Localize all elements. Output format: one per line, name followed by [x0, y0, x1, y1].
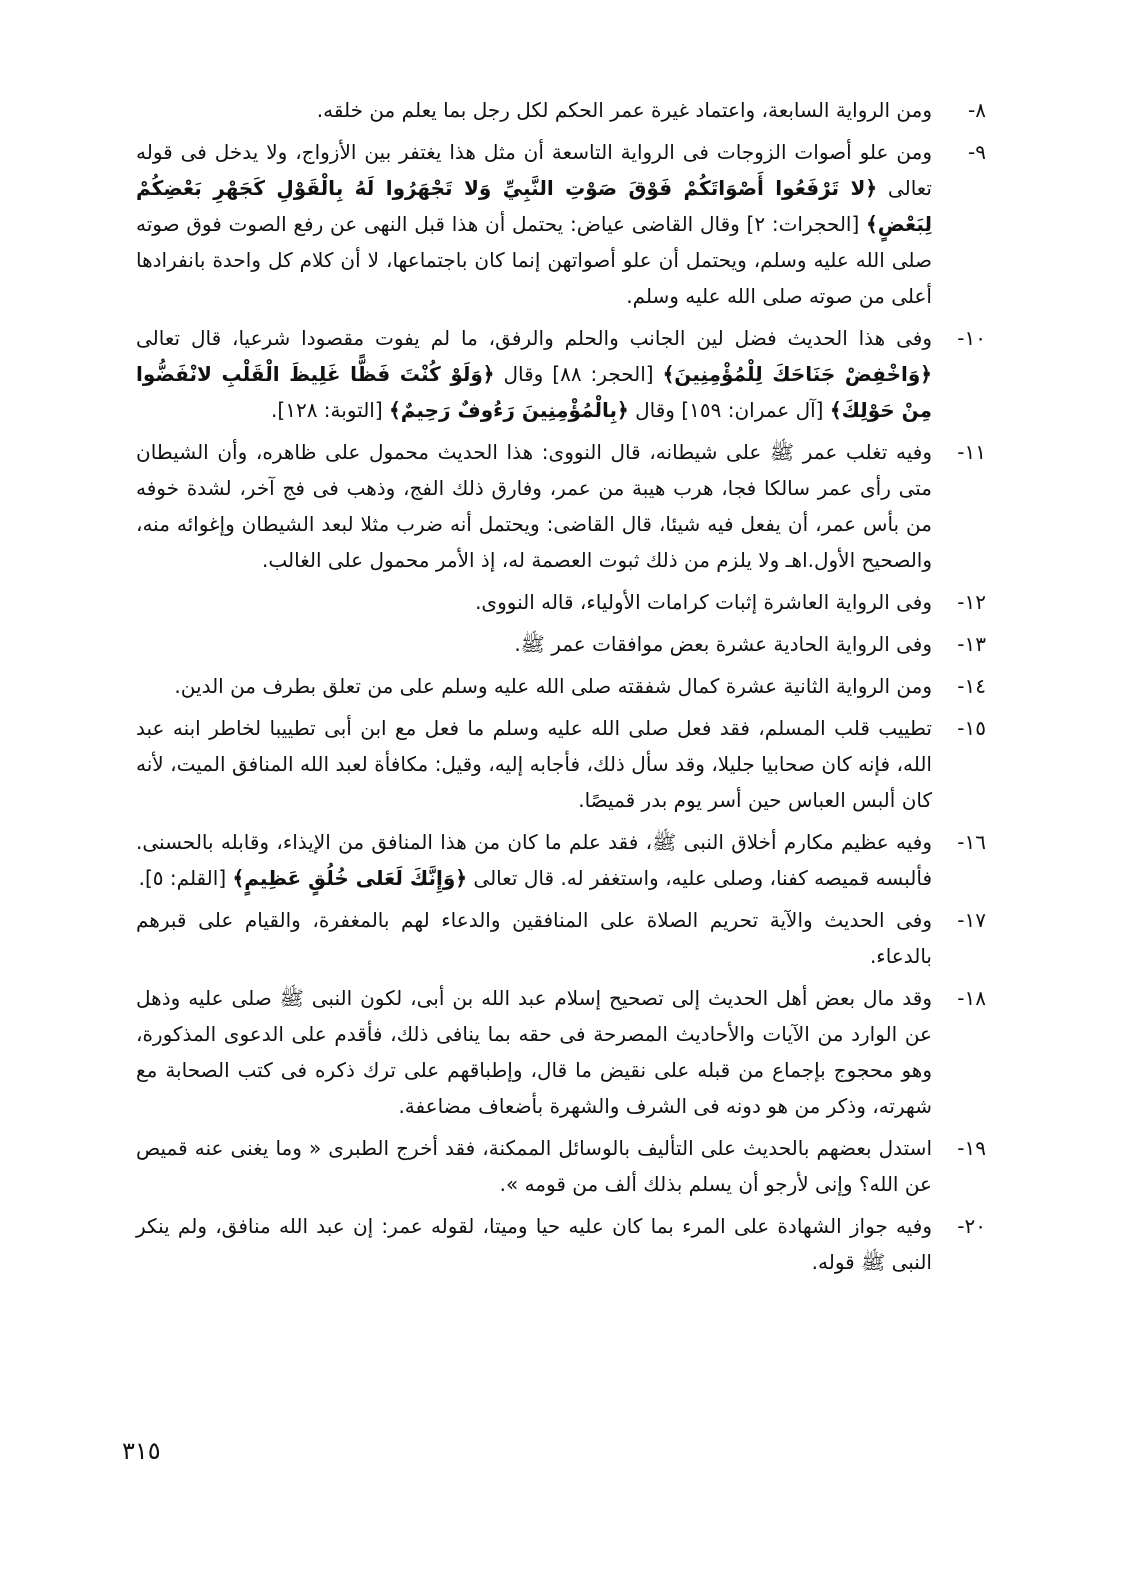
item-number: ١٣- — [957, 632, 986, 656]
item-number: ١٦- — [957, 830, 986, 854]
list-item — [136, 824, 986, 896]
item-number: ١٨- — [957, 986, 986, 1010]
quran-verse: ﴿بِالْمُؤْمِنِينَ رَءُوفٌ رَحِيمٌ﴾ — [389, 398, 629, 422]
list-item — [136, 584, 986, 620]
item-number: ١١- — [957, 440, 986, 464]
item-text: [التوبة: ١٢٨]. — [271, 398, 390, 422]
quran-verse: ﴿وَإِنَّكَ لَعَلى خُلُقٍ عَظِيمٍ﴾ — [232, 866, 468, 890]
list-item — [136, 134, 986, 314]
item-text: وفيه جواز الشهادة على المرء بما كان عليه حيا وميتا، لقوله عمر: إن عبد الله منافق، ولم ينكر النبى ﷺ قوله. — [136, 1214, 932, 1274]
item-number: ١٤- — [957, 674, 986, 698]
item-text: وفى هذا الحديث فضل لين الجانب والحلم والرفق، ما لم يفوت مقصودا شرعيا، قال تعالى — [136, 326, 932, 350]
item-text: وقد مال بعض أهل الحديث إلى تصحيح إسلام عبد الله بن أبى، لكون النبى ﷺ صلى عليه وذهل عن الوارد من الآيات والأحاديث المصرحة فى حقه بما ينافى ذلك، فأقدم على الدعوى المذكورة، وهو محجوج بإجماع من قبله على نقيض ما قال، وإطباقهم على ترك ذكره فى كتب الصحابة مع شهرته، وذكر من هو دونه فى الشرف والشهرة بأضعاف مضاعفة. — [136, 986, 932, 1118]
quran-verse: ﴿وَاخْفِضْ جَنَاحَكَ لِلْمُؤْمِنِينَ﴾ — [662, 362, 932, 386]
page-number: ٣١٥ — [122, 1437, 161, 1465]
list-item — [136, 1208, 986, 1280]
item-number: ١٢- — [957, 590, 986, 614]
item-text: وفى الرواية الحادية عشرة بعض موافقات عمر ﷺ. — [514, 632, 932, 656]
item-text: تطييب قلب المسلم، فقد فعل صلى الله عليه وسلم ما فعل مع ابن أبى تطييبا لخاطر ابنه عبد الله، فإنه كان صحابيا جليلا، وقد سأل ذلك، فأجابه إليه، وقيل: مكافأة لعبد الله المنافق الميت، لأنه كان ألبس العباس حين أسر يوم بدر قميصًا. — [136, 716, 932, 812]
list-item — [136, 320, 986, 428]
list-item — [136, 1130, 986, 1202]
item-number: ٨- — [968, 98, 986, 122]
item-text: ومن الرواية الثانية عشرة كمال شفقته صلى الله عليه وسلم على من تعلق بطرف من الدين. — [174, 674, 932, 698]
item-text: [الحجر: ٨٨] وقال — [494, 362, 663, 386]
item-text: وفيه تغلب عمر ﷺ على شيطانه، قال النووى: هذا الحديث محمول على ظاهره، وأن الشيطان متى رأى عمر سالكا فجا، هرب هيبة من عمر، وفارق ذلك الفج، وذهب فى فج آخر، لشدة خوفه من بأس عمر، أن يفعل فيه شيئا، قال القاضى: ويحتمل أنه ضرب مثلا لبعد الشيطان وإغوائه منه، والصحيح الأول.اهـ ولا يلزم من ذلك ثبوت العصمة له، إذ الأمر محمول على الغالب. — [136, 440, 932, 572]
item-text: [الحجرات: ٢] وقال القاضى عياض: يحتمل أن هذا قبل النهى عن رفع الصوت فوق صوته صلى الله عليه وسلم، ويحتمل أن علو أصواتهن إنما كان باجتماعها، لا أن كلام كل واحدة بانفرادها أعلى من صوته صلى الله عليه وسلم. — [136, 212, 932, 308]
list-item — [136, 668, 986, 704]
item-text: وفى الحديث والآية تحريم الصلاة على المنافقين والدعاء لهم بالمغفرة، والقيام على قبرهم بالدعاء. — [136, 908, 932, 968]
quran-verse: ﴿وَلَوْ كُنْتَ فَظًّا غَلِيظَ الْقَلْبِ لانْفَضُّوا مِنْ حَوْلِكَ﴾ — [136, 362, 932, 422]
item-number: ١٧- — [957, 908, 986, 932]
item-text: استدل بعضهم بالحديث على التأليف بالوسائل الممكنة، فقد أخرج الطبرى « وما يغنى عنه قميص عن الله؟ وإنى لأرجو أن يسلم بذلك ألف من قومه ». — [136, 1136, 932, 1196]
list-item — [136, 92, 986, 128]
item-text: وفيه عظيم مكارم أخلاق النبى ﷺ، فقد علم ما كان من هذا المنافق من الإيذاء، وقابله بالحسنى. فألبسه قميصه كفنا، وصلى عليه، واستغفر له. قال تعالى — [136, 830, 932, 890]
item-number: ١٥- — [957, 716, 986, 740]
item-number: ١٩- — [957, 1136, 986, 1160]
item-text: ومن الرواية السابعة، واعتماد غيرة عمر الحكم لكل رجل بما يعلم من خلقه. — [316, 98, 932, 122]
quran-verse: ﴿لا تَرْفَعُوا أَصْوَاتَكُمْ فَوْقَ صَوْتِ النَّبِيِّ وَلا تَجْهَرُوا لَهُ بِالْقَوْلِ كَجَهْرِ بَعْضِكُمْ لِبَعْضٍ﴾ — [136, 176, 932, 236]
list-item — [136, 980, 986, 1124]
list-item — [136, 434, 986, 578]
item-number: ٩- — [968, 140, 986, 164]
list-item — [136, 902, 986, 974]
item-text: ومن علو أصوات الزوجات فى الرواية التاسعة أن مثل هذا يغتفر بين الأزواج، ولا يدخل فى قوله تعالى — [136, 140, 932, 200]
list-item — [136, 710, 986, 818]
list-item — [136, 626, 986, 662]
item-number: ٢٠- — [957, 1214, 986, 1238]
document-body — [136, 92, 986, 1286]
item-number: ١٠- — [957, 326, 986, 350]
item-text: [القلم: ٥]. — [138, 866, 233, 890]
item-text: [آل عمران: ١٥٩] وقال — [628, 398, 830, 422]
item-text: وفى الرواية العاشرة إثبات كرامات الأولياء، قاله النووى. — [475, 590, 932, 614]
